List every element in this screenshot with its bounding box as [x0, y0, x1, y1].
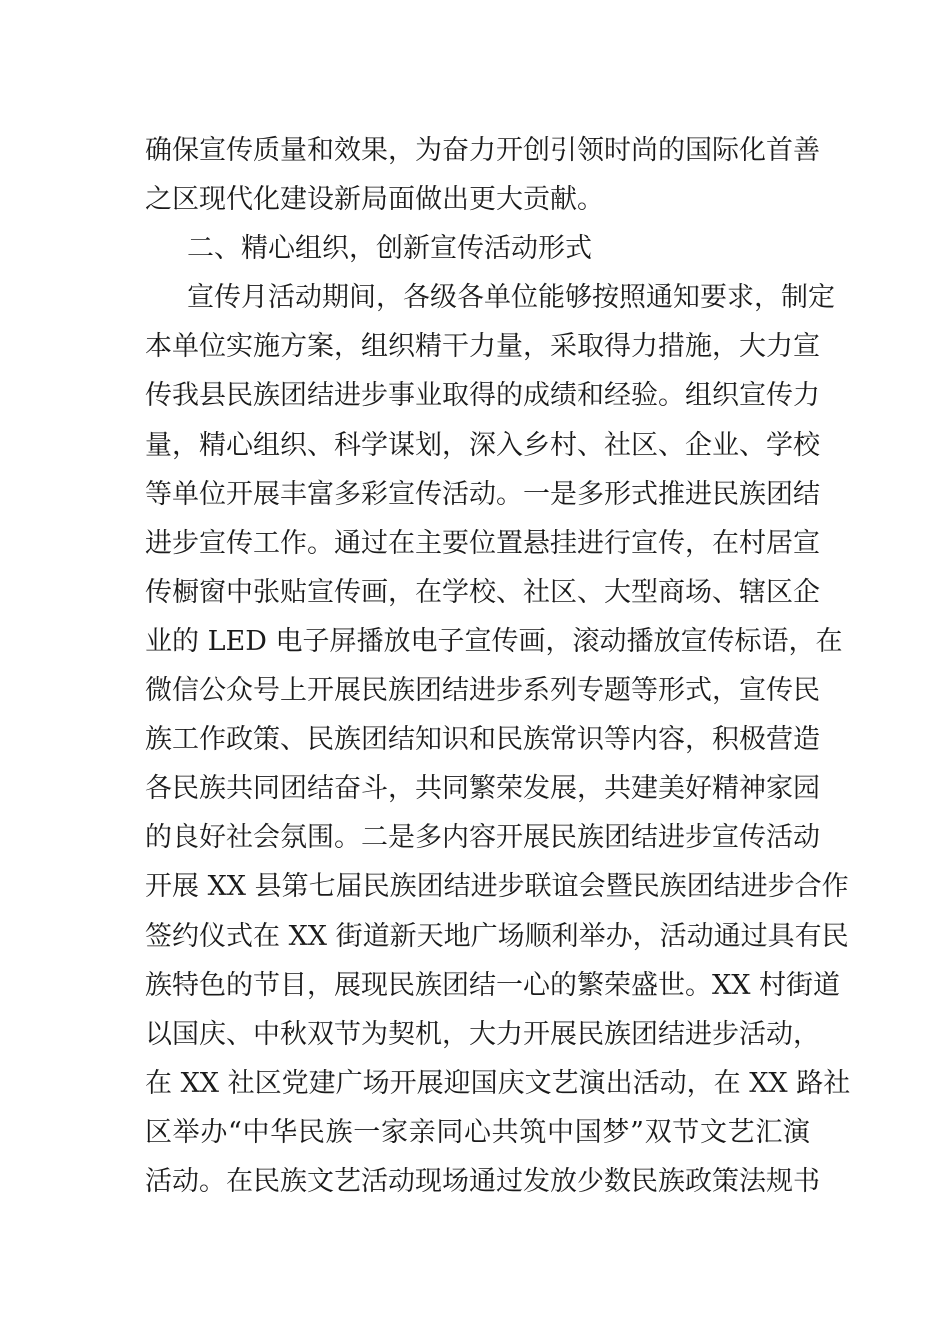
body-text-line: 签约仪式在 XX 街道新天地广场顺利举办，活动通过具有民 [145, 920, 849, 952]
body-text-line: 本单位实施方案，组织精干力量，采取得力措施，大力宣 [145, 331, 820, 363]
body-text-line: 量，精心组织、科学谋划，深入乡村、社区、企业、学校 [145, 429, 820, 461]
body-text-line: 传橱窗中张贴宣传画，在学校、社区、大型商场、辖区企 [145, 576, 820, 608]
body-text-line: 各民族共同团结奋斗，共同繁荣发展，共建美好精神家园 [145, 773, 820, 805]
body-text-line: 开展 XX 县第七届民族团结进步联谊会暨民族团结进步合作 [145, 871, 849, 903]
body-text-line: 等单位开展丰富多彩宣传活动。一是多形式推进民族团结 [145, 478, 820, 510]
section-heading: 二、精心组织，创新宣传活动形式 [187, 233, 592, 265]
body-text-line: 的良好社会氛围。二是多内容开展民族团结进步宣传活动 [145, 822, 820, 854]
body-text-line: 微信公众号上开展民族团结进步系列专题等形式，宣传民 [145, 675, 820, 707]
body-text-line: 在 XX 社区党建广场开展迎国庆文艺演出活动，在 XX 路社 [145, 1067, 851, 1099]
body-text-line: 业的 LED 电子屏播放电子宣传画，滚动播放宣传标语，在 [145, 625, 843, 657]
document-body [145, 126, 851, 1206]
body-text-line: 以国庆、中秋双节为契机，大力开展民族团结进步活动， [145, 1018, 820, 1050]
body-text-line: 进步宣传工作。通过在主要位置悬挂进行宣传，在村居宣 [145, 527, 820, 559]
body-text-line: 族特色的节目，展现民族团结一心的繁荣盛世。XX 村街道 [145, 969, 841, 1001]
body-text-line: 之区现代化建设新局面做出更大贡献。 [145, 184, 604, 216]
body-text-line: 活动。在民族文艺活动现场通过发放少数民族政策法规书 [145, 1165, 820, 1197]
body-text-line: 区举办“中华民族一家亲同心共筑中国梦”双节文艺汇演 [145, 1116, 810, 1148]
body-text-line: 族工作政策、民族团结知识和民族常识等内容，积极营造 [145, 724, 820, 756]
body-text-line: 传我县民族团结进步事业取得的成绩和经验。组织宣传力 [145, 380, 820, 412]
body-text-line: 确保宣传质量和效果，为奋力开创引领时尚的国际化首善 [145, 135, 820, 166]
body-text-line: 宣传月活动期间，各级各单位能够按照通知要求，制定 [187, 282, 835, 314]
